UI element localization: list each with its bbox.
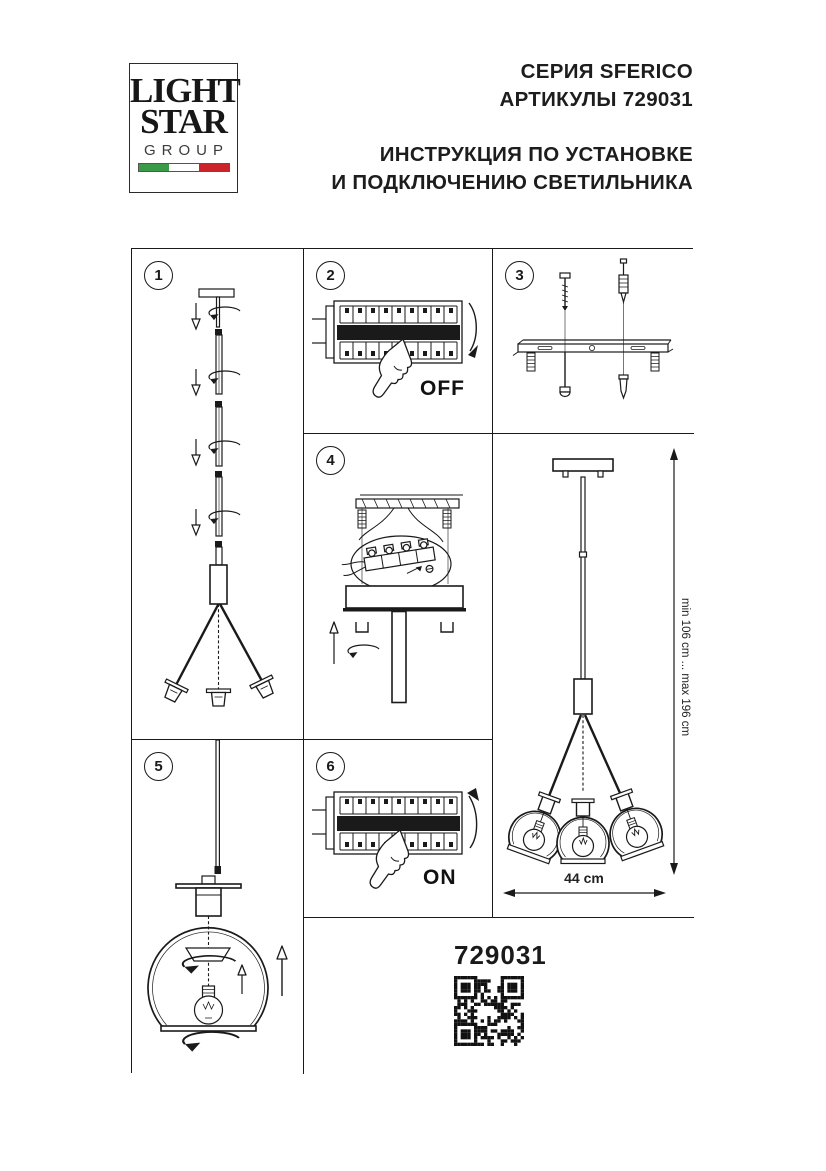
lightstar-logo xyxy=(129,63,238,193)
flag-red-segment xyxy=(199,164,229,171)
panel-step-4 xyxy=(304,434,493,740)
step-number-badge: 2 xyxy=(316,261,345,290)
header-spacer xyxy=(331,113,693,141)
italian-flag-bar xyxy=(138,163,230,172)
instruction-grid xyxy=(131,248,693,1073)
qr-code xyxy=(454,976,524,1046)
article-title: АРТИКУЛЫ 729031 xyxy=(499,87,693,111)
step-number-badge: 6 xyxy=(316,752,345,781)
step-number-badge: 1 xyxy=(144,261,173,290)
flag-green-segment xyxy=(139,164,169,171)
panel-step-6 xyxy=(304,740,493,918)
on-label: ON xyxy=(423,866,457,889)
instruction-title-line1: ИНСТРУКЦИЯ ПО УСТАНОВКЕ xyxy=(379,143,693,166)
panel-step-3 xyxy=(493,249,694,434)
panel-step-1 xyxy=(132,249,304,740)
fixture-overview-drawing xyxy=(493,434,694,918)
panel-step-2 xyxy=(304,249,493,434)
shade-assembly-drawing xyxy=(132,740,304,1074)
width-dimension-label: 44 cm xyxy=(564,870,604,886)
panel-footer xyxy=(304,918,694,1074)
off-label: OFF xyxy=(420,377,465,400)
step-number-badge: 5 xyxy=(144,752,173,781)
logo-star-text: STAR xyxy=(140,102,227,141)
step-number-badge: 4 xyxy=(316,446,345,475)
flag-white-segment xyxy=(169,164,199,171)
panel-final-view xyxy=(493,434,694,918)
panel-step-5 xyxy=(132,740,304,1074)
article-number: 729031 xyxy=(454,940,547,970)
series-title: СЕРИЯ SFERICO xyxy=(520,60,693,83)
logo-group-text: GROUP xyxy=(143,142,229,159)
height-dimension-label: min 106 cm ... max 196 cm xyxy=(679,597,691,737)
instruction-title-line2: И ПОДКЛЮЧЕНИЮ СВЕТИЛЬНИКА xyxy=(331,170,693,194)
logo-light-text: LIGHT xyxy=(130,71,240,110)
step-number-badge: 3 xyxy=(505,261,534,290)
wiring-drawing xyxy=(304,434,493,740)
terminal-block-icon xyxy=(340,538,437,586)
rod-assembly-drawing xyxy=(132,249,304,740)
header xyxy=(331,58,693,196)
